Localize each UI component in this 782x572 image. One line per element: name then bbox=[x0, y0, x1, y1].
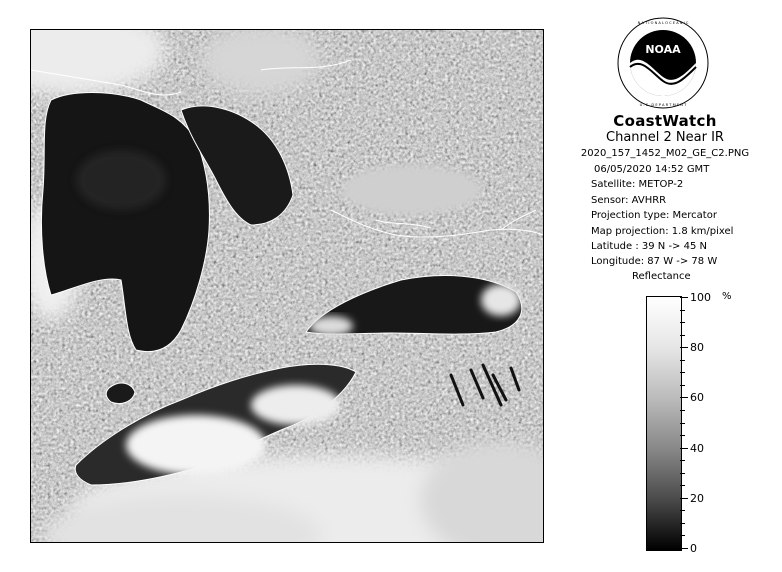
image-filename: 2020_157_1452_M02_GE_C2.PNG bbox=[580, 148, 750, 159]
colorbar-tick bbox=[680, 510, 685, 511]
map-projection: Map projection: 1.8 km/pixel bbox=[591, 225, 734, 237]
colorbar-tick bbox=[680, 460, 685, 461]
colorbar-tick-label: 60 bbox=[690, 391, 704, 405]
colorbar-tick bbox=[680, 473, 685, 474]
colorbar-tick bbox=[680, 523, 685, 524]
colorbar-tick bbox=[680, 498, 688, 499]
colorbar-tick bbox=[680, 410, 685, 411]
noaa-logo bbox=[617, 17, 709, 109]
sensor-info: Sensor: AVHRR bbox=[591, 194, 667, 206]
colorbar-tick bbox=[680, 397, 688, 398]
logo-text: NOAA bbox=[645, 43, 681, 56]
satellite-info: Satellite: METOP-2 bbox=[591, 179, 684, 191]
colorbar-tick bbox=[680, 360, 685, 361]
colorbar-tick bbox=[680, 310, 685, 311]
reflectance-colorbar bbox=[646, 296, 682, 551]
colorbar-tick bbox=[680, 335, 685, 336]
colorbar-tick bbox=[680, 448, 688, 449]
colorbar-tick bbox=[680, 372, 685, 373]
latitude-range: Latitude : 39 N -> 45 N bbox=[591, 241, 707, 253]
product-name: Channel 2 Near IR bbox=[606, 130, 724, 145]
colorbar-tick bbox=[680, 535, 685, 536]
colorbar-unit: % bbox=[722, 291, 732, 302]
colorbar-tick-label: 40 bbox=[690, 441, 704, 455]
satellite-image bbox=[30, 29, 544, 543]
satellite-map bbox=[31, 30, 543, 542]
colorbar-tick-label: 20 bbox=[690, 491, 704, 505]
product-header bbox=[560, 112, 770, 161]
projection-type: Projection type: Mercator bbox=[591, 210, 717, 222]
colorbar-tick-label: 100 bbox=[690, 291, 711, 304]
brand-title: CoastWatch bbox=[613, 112, 717, 130]
svg-text:U . S . D E P A R T M E N T: U . S . D E P A R T M E N T bbox=[639, 103, 687, 107]
colorbar-tick-label: 0 bbox=[690, 542, 697, 555]
colorbar-tick bbox=[680, 297, 688, 298]
colorbar-tick bbox=[680, 347, 688, 348]
image-metadata bbox=[591, 162, 733, 270]
colorbar-tick bbox=[680, 322, 685, 323]
colorbar-title: Reflectance bbox=[632, 271, 691, 282]
colorbar-tick bbox=[680, 548, 688, 549]
colorbar-tick bbox=[680, 485, 685, 486]
colorbar-tick-label: 80 bbox=[690, 341, 704, 355]
colorbar-tick bbox=[680, 423, 685, 424]
svg-text:N A T I O N A L O C E A N I: N A T I O N A L O C E A N I C bbox=[637, 21, 689, 25]
acquisition-datetime: 06/05/2020 14:52 GMT bbox=[594, 164, 710, 175]
longitude-range: Longitude: 87 W -> 78 W bbox=[591, 256, 718, 268]
colorbar-tick bbox=[680, 435, 685, 436]
colorbar-tick bbox=[680, 385, 685, 386]
